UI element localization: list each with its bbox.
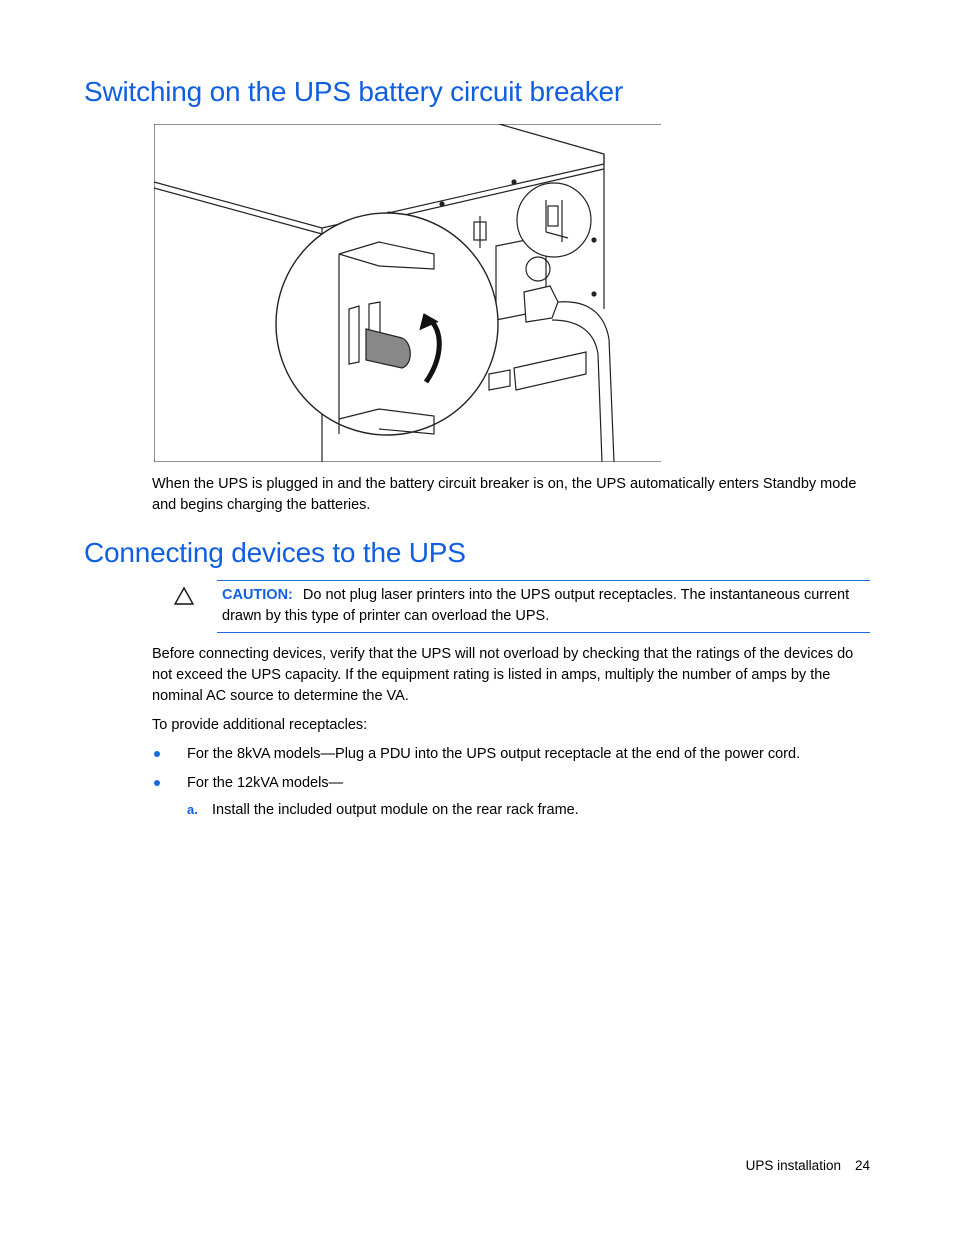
ups-breaker-illustration (154, 124, 661, 462)
list-item: For the 8kVA models—Plug a PDU into the UPS output receptacle at the end of the power cord. (187, 746, 801, 762)
caution-box (217, 580, 870, 633)
standby-mode-paragraph: When the UPS is plugged in and the battery circuit breaker is on, the UPS automatically enters Standby mode and begins charging the batteries. (152, 476, 857, 513)
caution-text: Do not plug laser printers into the UPS output receptacles. The instantaneous current drawn by this type of printer can overload the UPS. (222, 587, 850, 624)
page-number: 24 (854, 1158, 870, 1173)
sub-step-text: Install the included output module on the rear rack frame. (212, 802, 579, 818)
capacity-paragraph: Before connecting devices, verify that the UPS will not overload by checking that the ratings of the devices do not exceed the UPS capacity. If the equipment rating is listed in amps, multiply the number of amps by the nominal AC source to determine the VA. (152, 646, 854, 704)
caution-triangle-icon (173, 586, 195, 606)
bullet-marker (154, 780, 160, 786)
sub-step-marker: a. (187, 802, 198, 817)
list-item: For the 12kVA models— (187, 775, 344, 791)
footer-section: UPS installation (745, 1158, 841, 1173)
caution-label: CAUTION: (222, 587, 293, 603)
receptacles-intro: To provide additional receptacles: (152, 717, 368, 733)
section-title-connecting-devices: Connecting devices to the UPS (84, 537, 466, 568)
bullet-marker (154, 751, 160, 757)
page-footer (746, 1158, 870, 1173)
section-title-battery-breaker: Switching on the UPS battery circuit breaker (84, 76, 624, 107)
